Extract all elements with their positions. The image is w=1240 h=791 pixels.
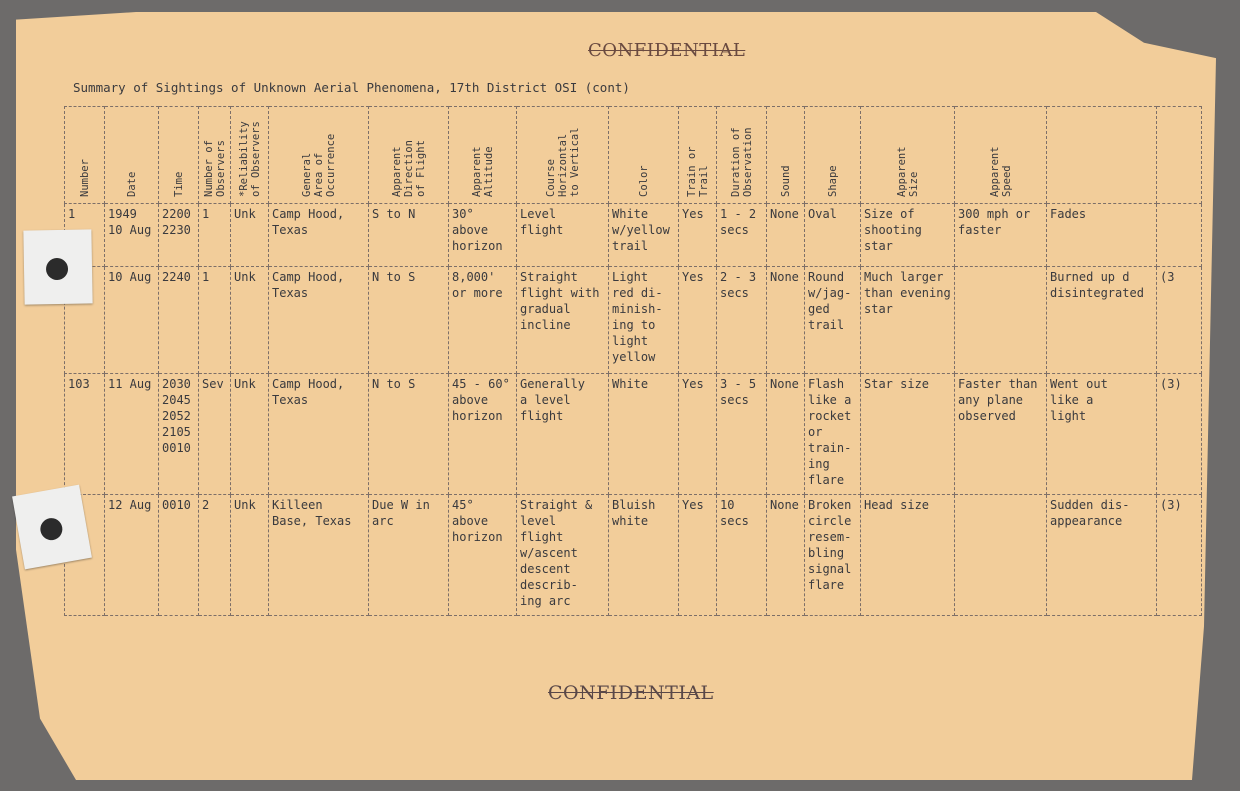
sightings-table xyxy=(64,106,1202,616)
header-cell: Sound xyxy=(767,107,805,204)
cell-size: Size of shooting star xyxy=(861,204,955,267)
cell-direction: Due W in arc xyxy=(369,495,449,616)
cell-date: 1949 10 Aug xyxy=(105,204,159,267)
cell-sound: None xyxy=(767,495,805,616)
cell-note: (3 xyxy=(1157,267,1202,374)
cell-speed: 300 mph or faster xyxy=(955,204,1047,267)
header-cell xyxy=(1047,107,1157,204)
cell-disappearance: Burned up d disintegrated xyxy=(1047,267,1157,374)
cell-reliability: Unk xyxy=(231,374,269,495)
header-row xyxy=(65,107,1202,204)
cell-course: Generally a level flight xyxy=(517,374,609,495)
cell-altitude: 45° above horizon xyxy=(449,495,517,616)
cell-observers: 2 xyxy=(199,495,231,616)
punched-tag-top xyxy=(23,229,92,304)
table-row xyxy=(65,204,1202,267)
cell-direction: N to S xyxy=(369,374,449,495)
cell-shape: Flash like a rocket or train- ing flare xyxy=(805,374,861,495)
cell-speed: Faster than any plane observed xyxy=(955,374,1047,495)
cell-date: 12 Aug xyxy=(105,495,159,616)
cell-train: Yes xyxy=(679,374,717,495)
header-cell: Apparent Altitude xyxy=(449,107,517,204)
cell-note: (3) xyxy=(1157,374,1202,495)
cell-color: Light red di- minish- ing to light yellow xyxy=(609,267,679,374)
cell-speed xyxy=(955,267,1047,374)
cell-sound: None xyxy=(767,204,805,267)
cell-train: Yes xyxy=(679,495,717,616)
header-cell xyxy=(1157,107,1202,204)
cell-observers: 1 xyxy=(199,267,231,374)
header-cell: Time xyxy=(159,107,199,204)
cell-reliability: Unk xyxy=(231,267,269,374)
header-cell: Date xyxy=(105,107,159,204)
cell-direction: S to N xyxy=(369,204,449,267)
cell-duration: 10 secs xyxy=(717,495,767,616)
cell-time: 2030 2045 2052 2105 0010 xyxy=(159,374,199,495)
cell-date: 11 Aug xyxy=(105,374,159,495)
cell-course: Level flight xyxy=(517,204,609,267)
cell-duration: 2 - 3 secs xyxy=(717,267,767,374)
header-cell: Apparent Size xyxy=(861,107,955,204)
cell-duration: 3 - 5 secs xyxy=(717,374,767,495)
header-cell: Apparent Direction of Flight xyxy=(369,107,449,204)
cell-area: Camp Hood, Texas xyxy=(269,267,369,374)
cell-train: Yes xyxy=(679,267,717,374)
cell-note xyxy=(1157,204,1202,267)
cell-disappearance: Fades xyxy=(1047,204,1157,267)
cell-reliability: Unk xyxy=(231,495,269,616)
cell-shape: Round w/jag- ged trail xyxy=(805,267,861,374)
cell-disappearance: Went out like a light xyxy=(1047,374,1157,495)
cell-size: Much larger than evening star xyxy=(861,267,955,374)
cell-duration: 1 - 2 secs xyxy=(717,204,767,267)
cell-altitude: 8,000' or more xyxy=(449,267,517,374)
cell-reliability: Unk xyxy=(231,204,269,267)
cell-course: Straight flight with gradual incline xyxy=(517,267,609,374)
cell-sound: None xyxy=(767,374,805,495)
punched-tag-bottom xyxy=(12,485,92,570)
table-row xyxy=(65,495,1202,616)
table-row xyxy=(65,267,1202,374)
confidential-stamp-top: CONFIDENTIAL xyxy=(588,40,746,61)
cell-note: (3) xyxy=(1157,495,1202,616)
header-cell: Train or Trail xyxy=(679,107,717,204)
cell-size: Star size xyxy=(861,374,955,495)
header-cell: *Reliability of Observers xyxy=(231,107,269,204)
header-cell: Number xyxy=(65,107,105,204)
cell-time: 2200 2230 xyxy=(159,204,199,267)
cell-color: Bluish white xyxy=(609,495,679,616)
cell-area: Camp Hood, Texas xyxy=(269,374,369,495)
punch-hole-icon xyxy=(39,516,64,541)
cell-size: Head size xyxy=(861,495,955,616)
header-cell: Duration of Observation xyxy=(717,107,767,204)
cell-altitude: 30° above horizon xyxy=(449,204,517,267)
cell-altitude: 45 - 60° above horizon xyxy=(449,374,517,495)
confidential-stamp-bottom: CONFIDENTIAL xyxy=(548,682,714,704)
cell-direction: N to S xyxy=(369,267,449,374)
cell-number: 103 xyxy=(65,374,105,495)
header-cell: Color xyxy=(609,107,679,204)
table-row xyxy=(65,374,1202,495)
cell-disappearance: Sudden dis- appearance xyxy=(1047,495,1157,616)
document-caption: Summary of Sightings of Unknown Aerial Phenomena, 17th District OSI (cont) xyxy=(73,80,630,95)
header-cell: Shape xyxy=(805,107,861,204)
header-cell: Course Horizontal to Vertical xyxy=(517,107,609,204)
cell-time: 2240 xyxy=(159,267,199,374)
cell-area: Killeen Base, Texas xyxy=(269,495,369,616)
cell-train: Yes xyxy=(679,204,717,267)
cell-observers: Sev xyxy=(199,374,231,495)
cell-color: White xyxy=(609,374,679,495)
cell-shape: Broken circle resem- bling signal flare xyxy=(805,495,861,616)
cell-date: 10 Aug xyxy=(105,267,159,374)
cell-observers: 1 xyxy=(199,204,231,267)
cell-color: White w/yellow trail xyxy=(609,204,679,267)
header-cell: General Area of Occurrence xyxy=(269,107,369,204)
cell-number: 1 xyxy=(65,204,105,267)
header-cell: Number of Observers xyxy=(199,107,231,204)
punch-hole-icon xyxy=(46,258,68,280)
cell-time: 0010 xyxy=(159,495,199,616)
cell-sound: None xyxy=(767,267,805,374)
cell-shape: Oval xyxy=(805,204,861,267)
cell-speed xyxy=(955,495,1047,616)
cell-course: Straight & level flight w/ascent descent describ- ing arc xyxy=(517,495,609,616)
cell-area: Camp Hood, Texas xyxy=(269,204,369,267)
header-cell: Apparent Speed xyxy=(955,107,1047,204)
